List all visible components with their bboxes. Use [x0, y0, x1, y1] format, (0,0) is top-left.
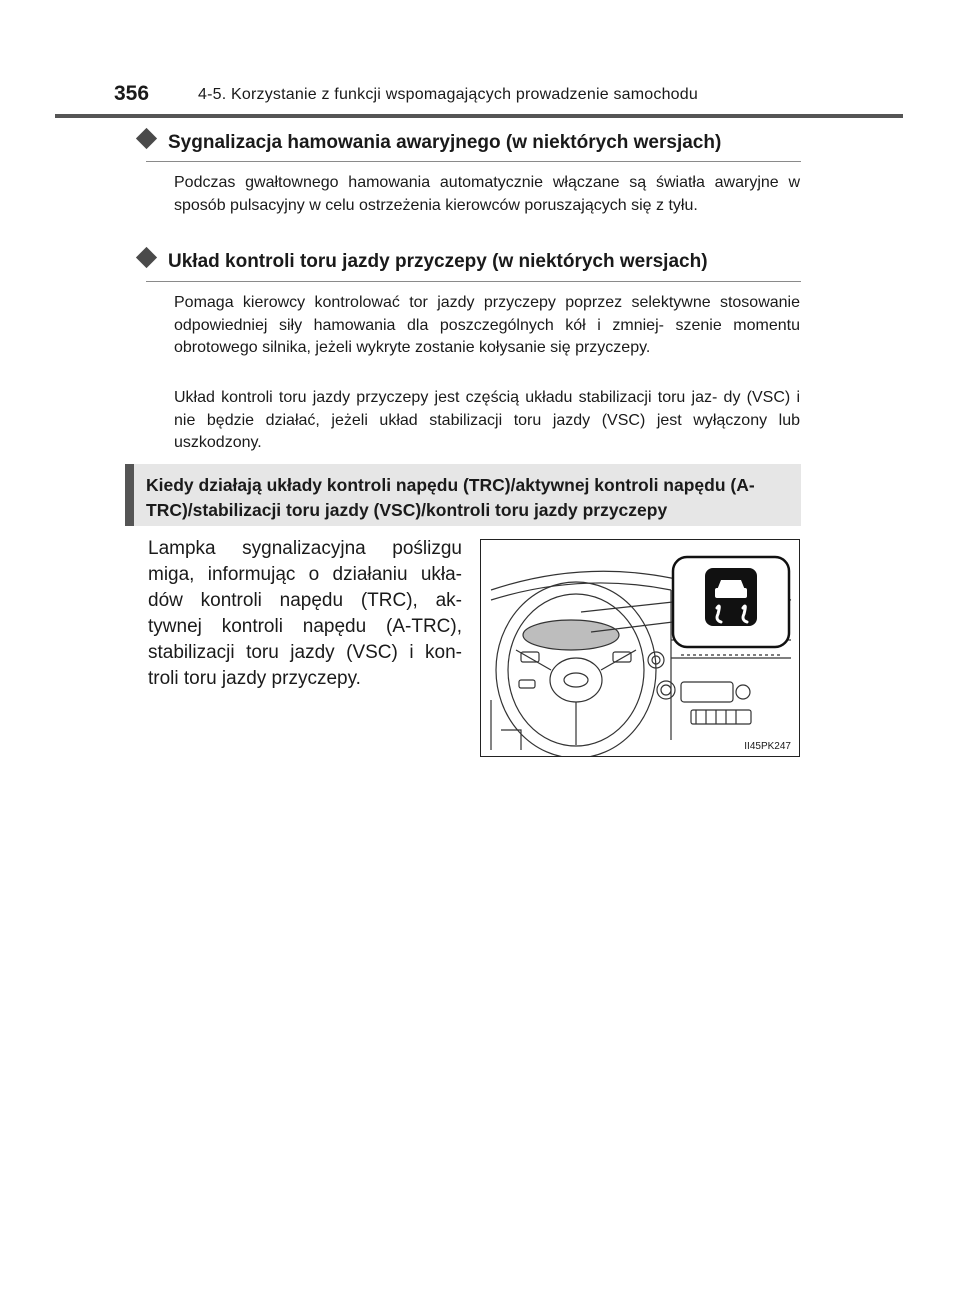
section-heading-emergency-braking	[135, 132, 721, 154]
section-rule	[146, 281, 801, 282]
chapter-title: 4-5. Korzystanie z funkcji wspomagających prowadzenie samochodu	[198, 86, 698, 103]
section-title: Układ kontroli toru jazdy przyczepy (w niektórych wersjach)	[168, 251, 708, 272]
section-paragraph: Pomaga kierowcy kontrolować tor jazdy przyczepy poprzez selektywne stosowanie odpowiedniej siły hamowania dla poszczególnych kół i zmniej- szenie momentu obrotowego silnika, jeżeli wykryte zostanie kołysanie się przyczepy.	[174, 294, 800, 356]
figure-code: II45PK247	[744, 741, 791, 752]
dashboard-illustration	[481, 540, 800, 757]
section-title: Sygnalizacja hamowania awaryjnego (w niektórych wersjach)	[168, 132, 722, 153]
boxed-heading: Kiedy działają układy kontroli napędu (TRC)/aktywnej kontroli napędu (A-TRC)/stabilizacji toru jazdy (VSC)/kontroli toru jazdy przyczepy	[125, 464, 801, 526]
section-rule	[146, 161, 801, 162]
dashboard-figure	[480, 539, 800, 757]
diamond-bullet-icon	[136, 247, 157, 268]
page-number: 356	[114, 82, 150, 105]
section-paragraph: Układ kontroli toru jazdy przyczepy jest częścią układu stabilizacji toru jaz- dy (VSC) i nie będzie działać, jeżeli układ stabilizacji toru jazdy (VSC) jest wyłączony lub uszkodzony.	[174, 389, 800, 451]
header-rule	[55, 114, 903, 118]
lead-paragraph: Lampka sygnalizacyjna poślizgu miga, informując o działaniu ukła- dów kontroli napędu (TRC), ak- tywnej kontroli napędu (A-TRC), stabilizacji toru jazdy (VSC) i kon- troli toru jazdy przyczepy.	[148, 538, 462, 689]
diamond-bullet-icon	[136, 128, 157, 149]
section-heading-trailer-sway	[135, 251, 708, 273]
section-paragraph: Podczas gwałtownego hamowania automatycznie włączane są światła awaryjne w sposób pulsacyjny w celu ostrzeżenia kierowców poruszających się z tyłu.	[174, 174, 800, 214]
